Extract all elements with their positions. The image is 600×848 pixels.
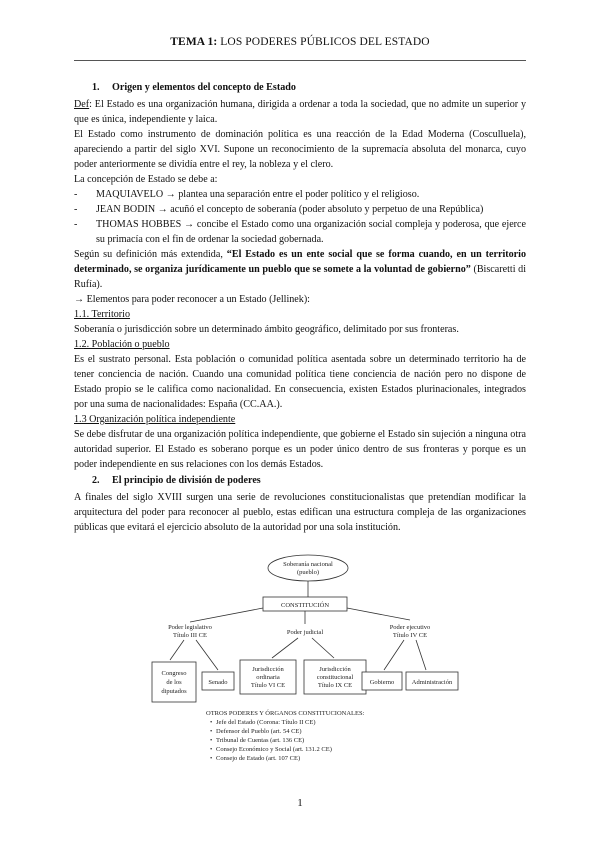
otros-item: Jefe del Estado (Corona: Título II CE) — [216, 719, 316, 726]
otros-item: Defensor del Pueblo (art. 54 CE) — [216, 728, 302, 735]
judicial-label: Poder judicial — [286, 629, 324, 636]
congreso-label-2: de los — [166, 679, 182, 686]
arrow-ejecutivo — [347, 608, 410, 620]
legislativo-label-2: Título III CE — [173, 632, 207, 639]
arrow-constitucional — [312, 638, 334, 658]
congreso-label-1: Congreso — [161, 670, 187, 677]
arrow-gobierno — [384, 640, 404, 670]
subsection-organizacion-title: 1.3 Organización política independiente — [74, 414, 236, 425]
otros-bullet: • — [210, 737, 213, 744]
arrow-congreso — [170, 640, 184, 660]
constitucional-label-1: Jurisdicción — [319, 666, 351, 673]
constitucional-label-3: Título IX CE — [317, 682, 353, 689]
section-1-heading: 1. Origen y elementos del concepto de Estado — [92, 82, 296, 93]
state-definition: Según su definición más extendida, “El Estado es un ente social que se forma cuando, en un territorio determinado, se organiza jurídicamente un pueblo que se somete a la voluntad de gobierno” (Biscaretti di Rufía). — [74, 249, 526, 290]
ordinaria-label-2: ordinaria — [256, 674, 280, 681]
page-number: 1 — [297, 797, 303, 809]
otros-bullet: • — [210, 719, 213, 726]
instrument-paragraph: El Estado como instrumento de dominación política es una reacción de la Edad Moderna (Cosculluela), apareciendo a partir del siglo XVI. Supone un reconocimiento de la supremacía absoluta del monarca, cuyo poder anteriormente se dividía entre el rey, la nobleza y el clero. — [74, 129, 526, 170]
constitucion-label: CONSTITUCIÓN — [280, 602, 330, 609]
soberania-label-1: Soberanía nacional — [283, 561, 333, 568]
legislativo-label-1: Poder legislativo — [168, 624, 212, 631]
arrow-senado — [196, 640, 218, 670]
senado-label: Senado — [208, 679, 228, 686]
header-title: LOS PODERES PÚBLICOS DEL ESTADO — [217, 36, 430, 48]
page-header — [0, 36, 600, 48]
subsection-organizacion-text: Se debe disfrutar de una organización política independiente, que gobierne el Estado sin sujeción a ninguna otra autoridad superior. El Estado es soberano porque es un poder único dentro de sus fronteras y porque es un poder independiente en sus relaciones con los demás Estados. — [74, 429, 526, 470]
otros-title: OTROS PODERES Y ÓRGANOS CONSTITUCIONALES: — [206, 710, 365, 717]
elements-intro: → Elementos para poder reconocer a un Estado (Jellinek): — [74, 294, 310, 305]
ordinaria-label-3: Título VI CE — [250, 682, 286, 689]
ordinaria-label-1: Jurisdicción — [252, 666, 284, 673]
ejecutivo-label-2: Título IV CE — [392, 632, 428, 639]
authors-list — [74, 187, 526, 247]
arrow-administracion — [416, 640, 426, 670]
subsection-territorio-text: Soberanía o jurisdicción sobre un determinado ámbito geográfico, delimitado por sus fronteras. — [74, 324, 459, 335]
otros-bullet: • — [210, 755, 213, 762]
subsection-poblacion-title: 1.2. Población o pueblo — [74, 339, 170, 350]
section-2-text: A finales del siglo XVIII surgen una serie de revoluciones constitucionalistas que pretendían modificar la arquitectura del poder para reconocer al pueblo, estas edifican una estructura compleja de las organizaciones públicas que evitará el ejercicio absoluto de la autoridad por una sola institución. — [74, 492, 526, 533]
concepcion-intro: La concepción de Estado se debe a: — [74, 174, 218, 185]
administracion-label: Administración — [411, 679, 453, 686]
list-item: - JEAN BODIN → acuñó el concepto de soberanía (poder absoluto y perpetuo de una República) — [74, 204, 484, 215]
header-bold: TEMA 1: — [170, 36, 218, 48]
list-item: - MAQUIAVELO → plantea una separación entre el poder político y el religioso. — [74, 189, 420, 200]
arrow-legislativo — [190, 608, 263, 622]
subsection-territorio-title: 1.1. Territorio — [74, 309, 131, 320]
otros-bullet: • — [210, 728, 213, 735]
otros-item: Tribunal de Cuentas (art. 136 CE) — [216, 737, 305, 744]
otros-bullet: • — [210, 746, 213, 753]
definition-paragraph: Def: El Estado es una organización humana, dirigida a ordenar a toda la sociedad, que no admite un superior y que es única, independiente y laica. — [74, 99, 526, 125]
list-item: - THOMAS HOBBES → concibe el Estado como una organización social compleja y poderosa, que ejerce su primacía con el fin de ordenar la sociedad gobernada. — [74, 219, 526, 245]
otros-item: Consejo Económico y Social (art. 131.2 CE) — [216, 746, 332, 753]
otros-item: Consejo de Estado (art. 107 CE) — [216, 755, 301, 762]
header-rule — [74, 60, 526, 61]
constitucional-label-2: constitucional — [316, 674, 354, 681]
section-2-heading: 2. El principio de división de poderes — [92, 475, 261, 486]
subsection-poblacion-text: Es el sustrato personal. Esta población o comunidad política asentada sobre un determinado territorio ha de tener conciencia de nación. Cuando una comunidad política tiene conciencia de nación pero no dispone de Estado propio se le califica como nacionalidad. En consecuencia, existen Estados plurinacionales, integrados por una suma de nacionalidades: España (CC.AA.). — [74, 354, 526, 410]
gobierno-label: Gobierno — [369, 679, 395, 686]
soberania-label-2: (pueblo) — [296, 569, 320, 576]
soberania-ellipse — [268, 555, 348, 581]
congreso-label-3: diputados — [161, 688, 187, 695]
powers-diagram — [148, 552, 460, 812]
arrow-ordinaria — [272, 638, 298, 658]
document-body — [74, 80, 526, 535]
ejecutivo-label-1: Poder ejecutivo — [389, 624, 431, 631]
